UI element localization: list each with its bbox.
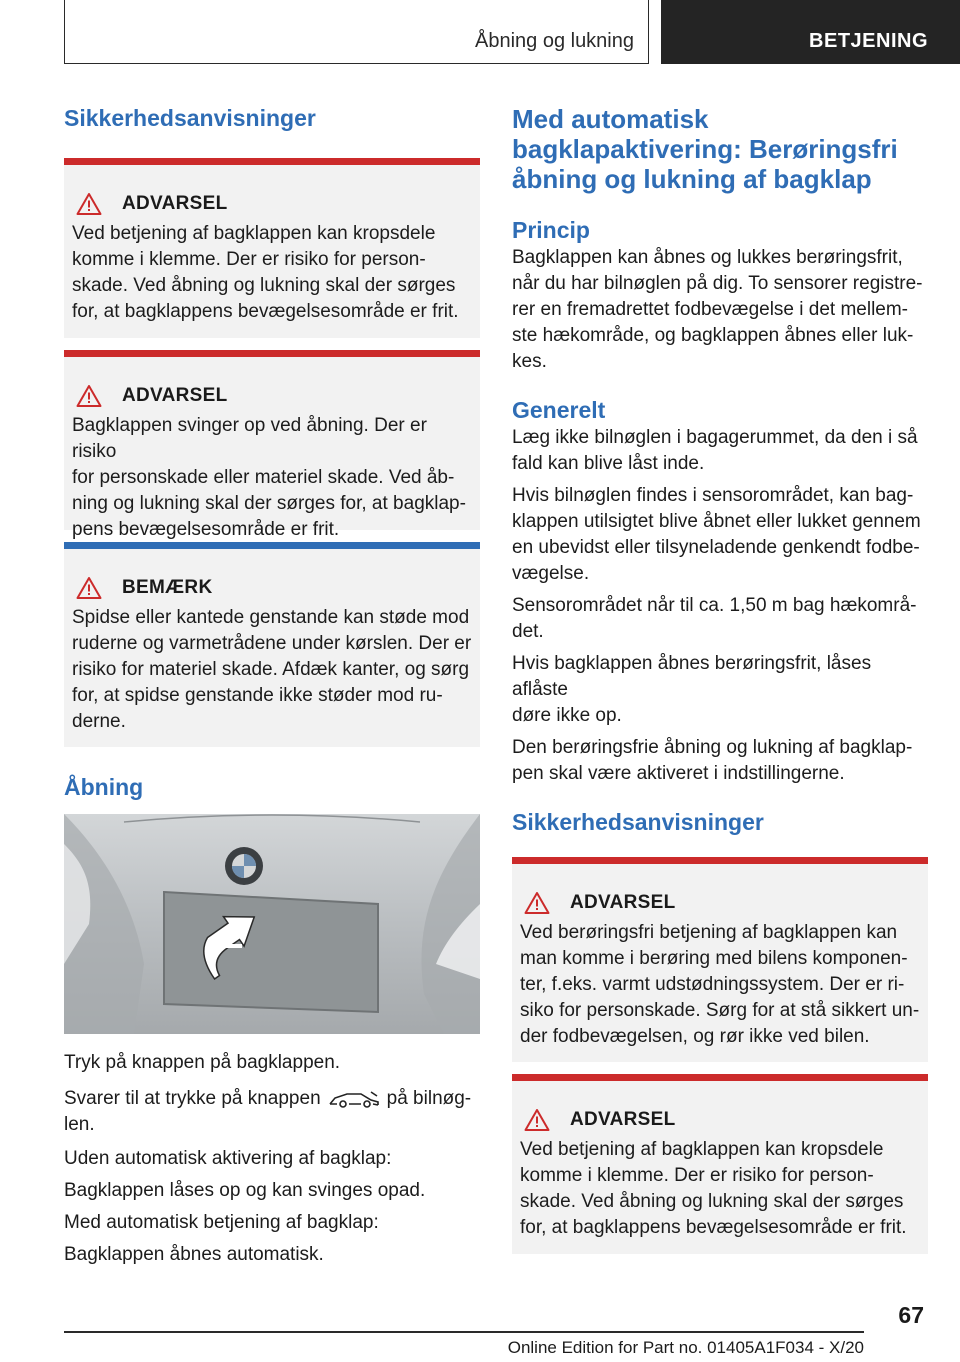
general-text-line: en ubevidst eller tilsyneladende genkendt fodbe- bbox=[512, 537, 920, 558]
car-tailgate-key-button-icon bbox=[327, 1088, 381, 1110]
warning-text-line: ter, f.eks. varmt udstødningssystem. Der er ri- bbox=[520, 974, 905, 995]
header-chapter-title: BETJENING bbox=[809, 30, 928, 52]
principle-text-line: når du har bilnøglen på dig. To sensorer registre- bbox=[512, 273, 923, 294]
header-section-box bbox=[64, 0, 649, 64]
warning-text-line: pens bevægelsesområde er frit. bbox=[72, 519, 340, 540]
principle-text-line: ste hækområde, og bagklappen åbnes eller luk- bbox=[512, 325, 914, 346]
note-text-line: for, at spidse genstande ikke støder mod ru- bbox=[72, 685, 443, 706]
principle-text-line: kes. bbox=[512, 351, 547, 372]
warning-box-1 bbox=[64, 158, 480, 338]
note-text-line: risiko for materiel skade. Afdæk kanter, og sørg bbox=[72, 659, 470, 680]
warning-text-line: man komme i berøring med bilens komponen- bbox=[520, 948, 908, 969]
opening-step-3: Uden automatisk aktivering af bagklap: bbox=[64, 1148, 392, 1169]
general-text-line: døre ikke op. bbox=[512, 705, 622, 726]
footer-divider bbox=[64, 1331, 864, 1333]
note-triangle-icon bbox=[76, 576, 102, 600]
warning-text-line: for, at bagklappens bevægelsesområde er frit. bbox=[520, 1217, 907, 1238]
warning-text-line: skade. Ved åbning og lukning skal der sørges bbox=[520, 1191, 904, 1212]
note-text-line: Spidse eller kantede genstande kan støde mod bbox=[72, 607, 470, 628]
safety-heading-right: Sikkerhedsanvisninger bbox=[512, 809, 764, 835]
general-text-line: fald kan blive låst inde. bbox=[512, 453, 705, 474]
general-text-line: Læg ikke bilnøglen i bagagerummet, da den i så bbox=[512, 427, 918, 448]
warning-title: ADVARSEL bbox=[122, 193, 228, 214]
warning-triangle-icon bbox=[76, 192, 102, 216]
warning-text-line: siko for personskade. Sørg for at stå sikkert un- bbox=[520, 1000, 920, 1021]
warning-title: ADVARSEL bbox=[570, 892, 676, 913]
tailgate-illustration bbox=[64, 814, 480, 1034]
warning-text-line: komme i klemme. Der er risiko for person- bbox=[72, 249, 426, 270]
warning-text-line: Ved betjening af bagklappen kan kropsdele bbox=[72, 223, 436, 244]
feature-title-line: Med automatisk bbox=[512, 104, 709, 134]
right-column bbox=[512, 100, 928, 1254]
note-title: BEMÆRK bbox=[122, 577, 213, 598]
safety-heading: Sikkerhedsanvisninger bbox=[64, 105, 316, 131]
warning-text-line: for personskade eller materiel skade. Ved åb- bbox=[72, 467, 455, 488]
general-heading: Generelt bbox=[512, 397, 606, 423]
warning-box-2 bbox=[64, 350, 480, 540]
opening-step-5: Med automatisk betjening af bagklap: bbox=[64, 1212, 379, 1233]
warning-title: ADVARSEL bbox=[570, 1109, 676, 1130]
general-text-line: det. bbox=[512, 621, 544, 642]
warning-text-line: for, at bagklappens bevægelsesområde er frit. bbox=[72, 301, 459, 322]
page-number: 67 bbox=[898, 1302, 924, 1328]
general-text-line: pen skal være aktiveret i indstillingerne. bbox=[512, 763, 845, 784]
warning-text-line: komme i klemme. Der er risiko for person- bbox=[520, 1165, 874, 1186]
principle-heading: Princip bbox=[512, 217, 590, 243]
warning-triangle-icon bbox=[524, 891, 550, 915]
opening-step-1: Tryk på knappen på bagklappen. bbox=[64, 1052, 341, 1073]
opening-step-2-text-end: på bilnøg- bbox=[386, 1088, 472, 1109]
opening-step-6: Bagklappen åbnes automatisk. bbox=[64, 1244, 324, 1265]
warning-text-line: der fodbevægelsen, og rør ikke ved bilen. bbox=[520, 1026, 870, 1047]
principle-text-line: rer en fremadrettet fodbevægelse i det mellem- bbox=[512, 299, 909, 320]
opening-heading: Åbning bbox=[64, 774, 144, 800]
feature-title-line: åbning og lukning af bagklap bbox=[512, 164, 872, 194]
general-text-line: vægelse. bbox=[512, 563, 590, 584]
opening-step-2-text: Svarer til at trykke på knappen bbox=[64, 1088, 321, 1109]
general-text-line: Den berøringsfrie åbning og lukning af bagklap- bbox=[512, 737, 913, 758]
footer-edition: Online Edition for Part no. 01405A1F034 - X/20 bbox=[507, 1338, 864, 1357]
warning-text-line: Bagklappen svinger op ved åbning. Der er risiko bbox=[72, 415, 427, 462]
principle-text-line: Bagklappen kan åbnes og lukkes berøringsfrit, bbox=[512, 247, 903, 268]
warning-text-line: Ved betjening af bagklappen kan kropsdele bbox=[520, 1139, 884, 1160]
warning-title: ADVARSEL bbox=[122, 385, 228, 406]
opening-step-4: Bagklappen låses op og kan svinges opad. bbox=[64, 1180, 426, 1201]
general-text-line: Sensorområdet når til ca. 1,50 m bag hækområ- bbox=[512, 595, 917, 616]
header-section-title: Åbning og lukning bbox=[474, 30, 634, 52]
note-text-line: derne. bbox=[72, 711, 126, 732]
opening-step-2 bbox=[64, 1086, 480, 1138]
warning-box-4 bbox=[512, 1074, 928, 1254]
general-text-line: Hvis bagklappen åbnes berøringsfrit, låses aflåste bbox=[512, 653, 872, 700]
warning-text-line: ning og lukning skal der sørges for, at bagklap- bbox=[72, 493, 466, 514]
general-text-line: klappen utilsigtet blive åbnet eller lukket gennem bbox=[512, 511, 921, 532]
tailgate-photo bbox=[64, 814, 480, 1034]
warning-text-line: skade. Ved åbning og lukning skal der sørges bbox=[72, 275, 456, 296]
warning-text-line: Ved berøringsfri betjening af bagklappen kan bbox=[520, 922, 898, 943]
left-column bbox=[64, 100, 480, 1268]
warning-triangle-icon bbox=[524, 1108, 550, 1132]
note-box bbox=[64, 542, 480, 747]
header-chapter-tab bbox=[661, 0, 960, 64]
warning-triangle-icon bbox=[76, 384, 102, 408]
feature-title-line: bagklapaktivering: Berøringsfri bbox=[512, 134, 898, 164]
general-text-line: Hvis bilnøglen findes i sensorområdet, kan bag- bbox=[512, 485, 914, 506]
warning-box-3 bbox=[512, 857, 928, 1062]
opening-step-2-text-wrap: len. bbox=[64, 1114, 95, 1135]
note-text-line: ruderne og varmetrådene under kørslen. Der er bbox=[72, 633, 472, 654]
